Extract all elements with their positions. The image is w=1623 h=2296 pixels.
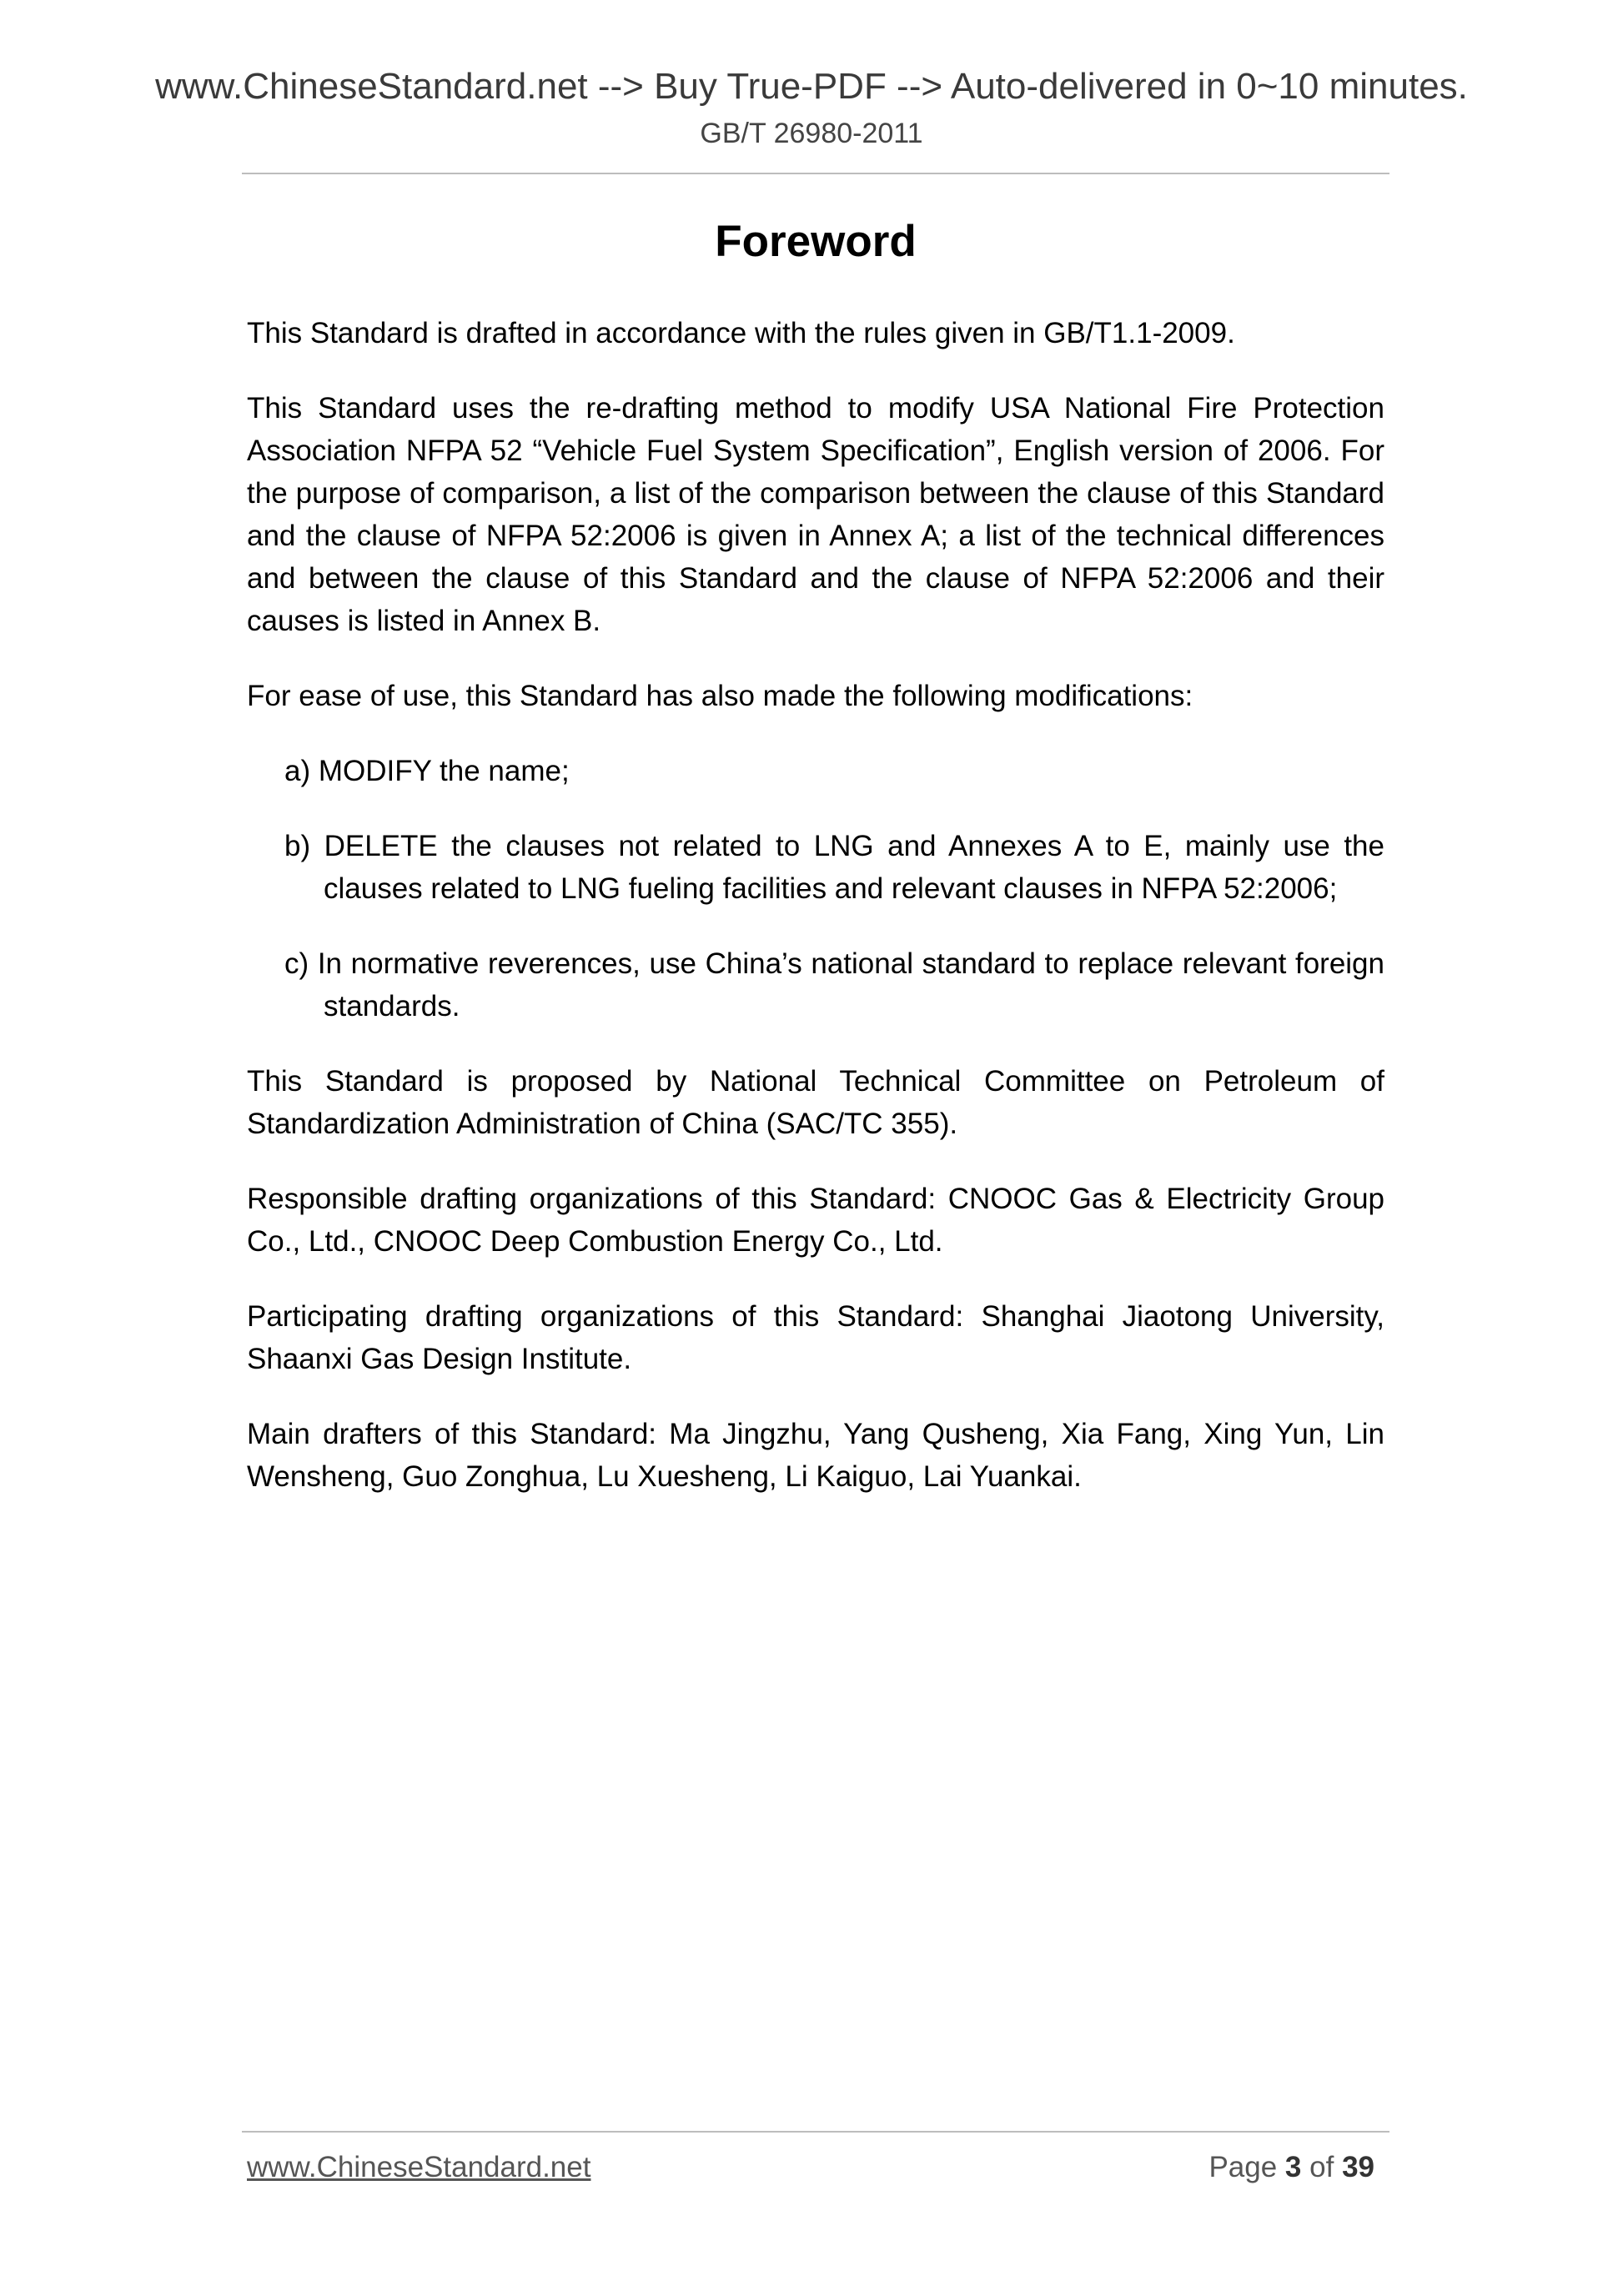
list-item: c) In normative reverences, use China’s national standard to replace relevant foreign standards. bbox=[284, 947, 1384, 1022]
paragraph-participating-organizations: Participating drafting organizations of this Standard: Shanghai Jiaotong University, Shaanxi Gas Design Institute. bbox=[247, 1299, 1384, 1375]
header-banner: www.ChineseStandard.net --> Buy True-PDF --> Auto-delivered in 0~10 minutes. bbox=[155, 66, 1468, 107]
page-label: Page bbox=[1208, 2151, 1278, 2183]
paragraph-redrafting-method: This Standard uses the re-drafting method to modify USA National Fire Protection Association NFPA 52 “Vehicle Fuel System Specification”, English version of 2006. For the purpose of comparison, a list of the comparison between the clause of this Standard and the clause of NFPA 52:2006 is given in Annex A; a list of the technical differences and between the clause of this Standard and the clause of NFPA 52:2006 and their causes is listed in Annex B. bbox=[247, 391, 1384, 637]
page-total: 39 bbox=[1342, 2151, 1374, 2183]
footer-site-link[interactable]: www.ChineseStandard.net bbox=[247, 2151, 591, 2183]
paragraph-modifications-intro: For ease of use, this Standard has also made the following modifications: bbox=[247, 679, 1193, 712]
paragraph-proposed-by: This Standard is proposed by National Technical Committee on Petroleum of Standardization Administration of China (SAC/TC 355). bbox=[247, 1064, 1384, 1140]
paragraph-main-drafters: Main drafters of this Standard: Ma Jingzhu, Yang Qusheng, Xia Fang, Xing Yun, Lin Wensheng, Guo Zonghua, Lu Xuesheng, Li Kaiguo, Lai Yuankai. bbox=[247, 1417, 1384, 1493]
list-item: b) DELETE the clauses not related to LNG and Annexes A to E, mainly use the clauses related to LNG fueling facilities and relevant clauses in NFPA 52:2006; bbox=[284, 829, 1384, 905]
page-of: of bbox=[1309, 2151, 1334, 2183]
page-content bbox=[247, 215, 1384, 1530]
page-title: Foreword bbox=[715, 217, 917, 266]
header-divider bbox=[242, 173, 1389, 174]
document-code: GB/T 26980-2011 bbox=[700, 118, 923, 149]
page-number bbox=[1208, 2150, 1374, 2185]
paragraph-drafting-rules: This Standard is drafted in accordance with the rules given in GB/T1.1-2009. bbox=[247, 316, 1235, 349]
paragraph-responsible-organizations: Responsible drafting organizations of this Standard: CNOOC Gas & Electricity Group Co., Ltd., CNOOC Deep Combustion Energy Co., Ltd. bbox=[247, 1182, 1384, 1258]
page-current: 3 bbox=[1284, 2151, 1302, 2183]
list-item: a) MODIFY the name; bbox=[284, 754, 570, 787]
footer-divider bbox=[242, 2131, 1389, 2133]
